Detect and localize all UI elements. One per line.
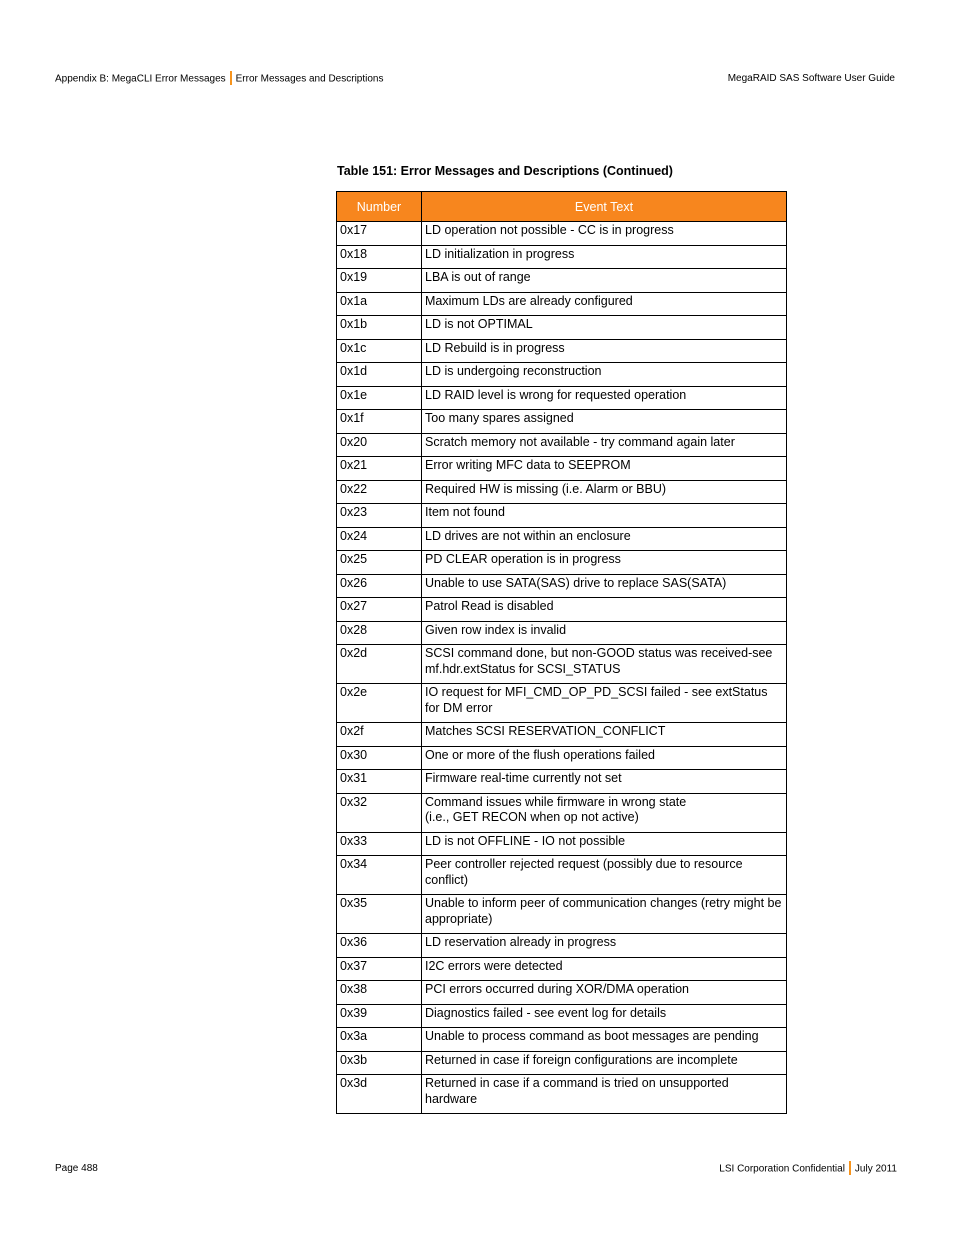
event-text-cell: Matches SCSI RESERVATION_CONFLICT — [422, 723, 787, 747]
error-number-cell: 0x34 — [337, 856, 422, 895]
event-text-cell: LD RAID level is wrong for requested operation — [422, 386, 787, 410]
table-row — [337, 316, 787, 340]
page-header — [55, 72, 895, 86]
error-number-cell: 0x32 — [337, 793, 422, 832]
table-row — [337, 363, 787, 387]
table-row — [337, 457, 787, 481]
footer-separator — [849, 1161, 851, 1175]
event-text-cell: Diagnostics failed - see event log for details — [422, 1004, 787, 1028]
error-number-cell: 0x21 — [337, 457, 422, 481]
error-messages-table — [336, 191, 787, 1114]
event-text-cell: PCI errors occurred during XOR/DMA operation — [422, 981, 787, 1005]
event-text-cell: Patrol Read is disabled — [422, 598, 787, 622]
table-row — [337, 527, 787, 551]
error-number-cell: 0x1e — [337, 386, 422, 410]
error-number-cell: 0x22 — [337, 480, 422, 504]
error-number-cell: 0x31 — [337, 770, 422, 794]
error-number-cell: 0x2f — [337, 723, 422, 747]
column-header-event-text: Event Text — [422, 192, 787, 222]
event-text-cell: IO request for MFI_CMD_OP_PD_SCSI failed - see extStatus for DM error — [422, 684, 787, 723]
error-number-cell: 0x3a — [337, 1028, 422, 1052]
table-body — [337, 222, 787, 1114]
error-number-cell: 0x2d — [337, 645, 422, 684]
table-row — [337, 684, 787, 723]
table-header-row — [337, 192, 787, 222]
event-text-cell: Maximum LDs are already configured — [422, 292, 787, 316]
error-number-cell: 0x2e — [337, 684, 422, 723]
error-number-cell: 0x1a — [337, 292, 422, 316]
event-text-cell: I2C errors were detected — [422, 957, 787, 981]
event-text-cell: LD is not OFFLINE - IO not possible — [422, 832, 787, 856]
table-row — [337, 746, 787, 770]
error-number-cell: 0x1c — [337, 339, 422, 363]
table-row — [337, 1051, 787, 1075]
header-guide-title: MegaRAID SAS Software User Guide — [727, 73, 895, 84]
event-text-cell: Required HW is missing (i.e. Alarm or BBU) — [422, 480, 787, 504]
event-text-cell: Command issues while firmware in wrong state (i.e., GET RECON when op not active) — [422, 793, 787, 832]
header-separator — [230, 71, 232, 85]
event-text-cell: Error writing MFC data to SEEPROM — [422, 457, 787, 481]
table-row — [337, 621, 787, 645]
event-text-cell: LD Rebuild is in progress — [422, 339, 787, 363]
event-text-cell: Returned in case if foreign configurations are incomplete — [422, 1051, 787, 1075]
event-text-cell: Firmware real-time currently not set — [422, 770, 787, 794]
error-number-cell: 0x33 — [337, 832, 422, 856]
event-text-cell: LBA is out of range — [422, 269, 787, 293]
table-row — [337, 770, 787, 794]
error-number-cell: 0x18 — [337, 245, 422, 269]
table-row — [337, 856, 787, 895]
table-row — [337, 245, 787, 269]
table-row — [337, 386, 787, 410]
error-number-cell: 0x1b — [337, 316, 422, 340]
error-number-cell: 0x3d — [337, 1075, 422, 1114]
event-text-cell: Scratch memory not available - try command again later — [422, 433, 787, 457]
event-text-cell: Peer controller rejected request (possibly due to resource conflict) — [422, 856, 787, 895]
footer-right — [719, 1162, 897, 1177]
error-number-cell: 0x19 — [337, 269, 422, 293]
table-row — [337, 793, 787, 832]
header-subsection: Error Messages and Descriptions — [235, 73, 384, 85]
error-number-cell: 0x30 — [337, 746, 422, 770]
footer-date: July 2011 — [854, 1163, 897, 1175]
error-number-cell: 0x17 — [337, 222, 422, 246]
table-row — [337, 1028, 787, 1052]
table-row — [337, 1004, 787, 1028]
table-row — [337, 551, 787, 575]
table-row — [337, 723, 787, 747]
error-number-cell: 0x35 — [337, 895, 422, 934]
event-text-cell: LD is undergoing reconstruction — [422, 363, 787, 387]
error-number-cell: 0x38 — [337, 981, 422, 1005]
footer-page-number: Page 488 — [55, 1163, 98, 1174]
table-row — [337, 269, 787, 293]
event-text-cell: LD is not OPTIMAL — [422, 316, 787, 340]
header-section: Appendix B: MegaCLI Error Messages — [55, 73, 226, 85]
error-number-cell: 0x3b — [337, 1051, 422, 1075]
event-text-cell: Returned in case if a command is tried on unsupported hardware — [422, 1075, 787, 1114]
header-breadcrumb — [55, 72, 383, 87]
table-row — [337, 934, 787, 958]
error-number-cell: 0x20 — [337, 433, 422, 457]
page-footer — [55, 1162, 897, 1176]
event-text-cell: Too many spares assigned — [422, 410, 787, 434]
error-number-cell: 0x1f — [337, 410, 422, 434]
event-text-cell: Given row index is invalid — [422, 621, 787, 645]
table-title: Table 151: Error Messages and Descriptions (Continued) — [337, 164, 673, 178]
error-number-cell: 0x24 — [337, 527, 422, 551]
error-number-cell: 0x26 — [337, 574, 422, 598]
table-row — [337, 222, 787, 246]
table-row — [337, 957, 787, 981]
error-number-cell: 0x36 — [337, 934, 422, 958]
event-text-cell: LD drives are not within an enclosure — [422, 527, 787, 551]
table-row — [337, 832, 787, 856]
table-row — [337, 339, 787, 363]
table-row — [337, 1075, 787, 1114]
error-number-cell: 0x28 — [337, 621, 422, 645]
error-number-cell: 0x1d — [337, 363, 422, 387]
event-text-cell: Unable to inform peer of communication changes (retry might be appropriate) — [422, 895, 787, 934]
event-text-cell: LD reservation already in progress — [422, 934, 787, 958]
table-row — [337, 292, 787, 316]
table-row — [337, 645, 787, 684]
table-row — [337, 480, 787, 504]
table-row — [337, 410, 787, 434]
error-number-cell: 0x23 — [337, 504, 422, 528]
event-text-cell: Unable to use SATA(SAS) drive to replace SAS(SATA) — [422, 574, 787, 598]
event-text-cell: Unable to process command as boot messages are pending — [422, 1028, 787, 1052]
table-row — [337, 895, 787, 934]
event-text-cell: LD initialization in progress — [422, 245, 787, 269]
event-text-cell: LD operation not possible - CC is in progress — [422, 222, 787, 246]
table-row — [337, 433, 787, 457]
column-header-number: Number — [337, 192, 422, 222]
error-number-cell: 0x37 — [337, 957, 422, 981]
error-number-cell: 0x39 — [337, 1004, 422, 1028]
event-text-cell: One or more of the flush operations failed — [422, 746, 787, 770]
table-row — [337, 574, 787, 598]
table-row — [337, 504, 787, 528]
event-text-cell: PD CLEAR operation is in progress — [422, 551, 787, 575]
error-number-cell: 0x27 — [337, 598, 422, 622]
table-row — [337, 981, 787, 1005]
table-row — [337, 598, 787, 622]
event-text-cell: Item not found — [422, 504, 787, 528]
event-text-cell: SCSI command done, but non-GOOD status was received-see mf.hdr.extStatus for SCSI_STATUS — [422, 645, 787, 684]
error-number-cell: 0x25 — [337, 551, 422, 575]
footer-company: LSI Corporation Confidential — [719, 1163, 845, 1175]
